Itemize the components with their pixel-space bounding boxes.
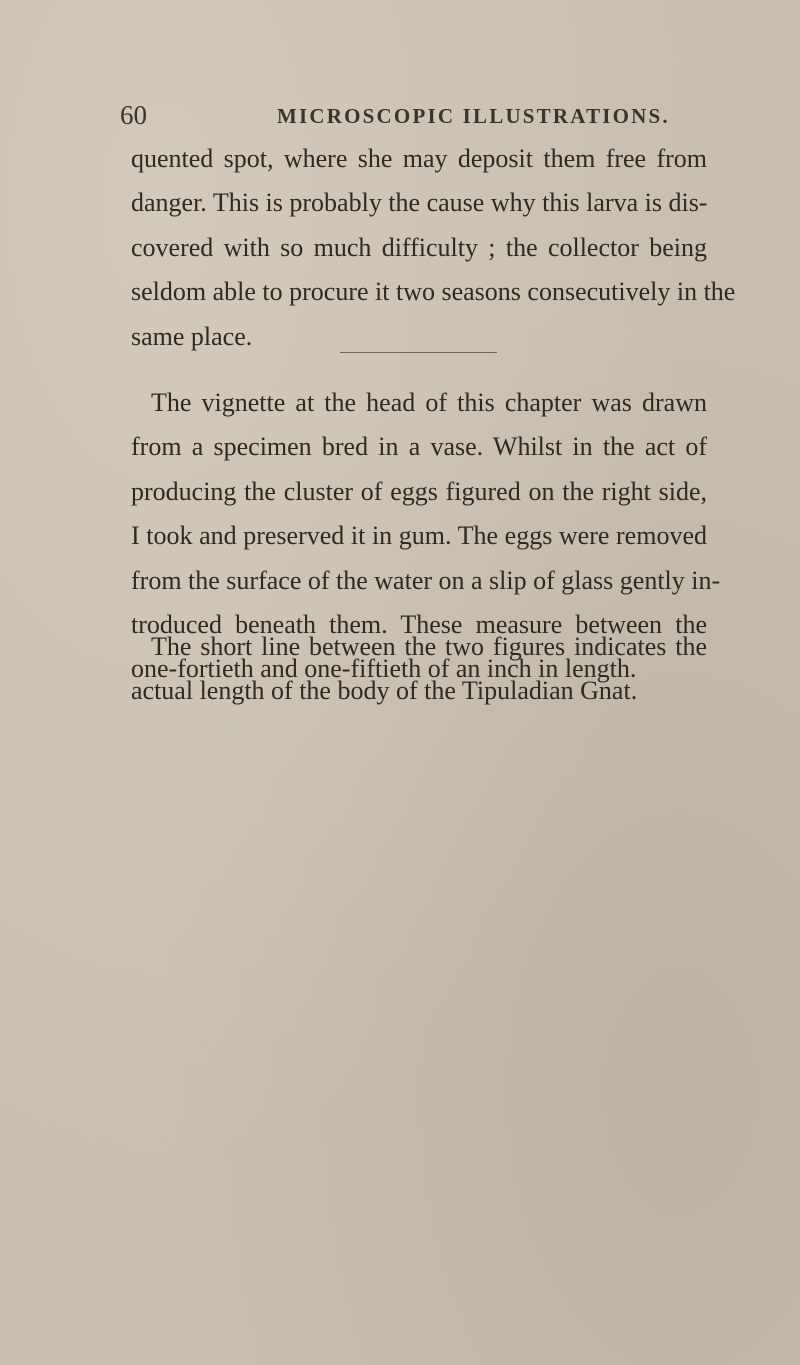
text-line: I took and preserved it in gum. The eggs were removed — [131, 521, 707, 551]
text-line: from the surface of the water on a slip of glass gently in- — [131, 565, 721, 595]
text-line: one-fortieth and one-fiftieth of an inch in length. — [131, 654, 637, 684]
section-divider — [340, 352, 497, 353]
text-line: actual length of the body of the Tipuladian Gnat. — [131, 676, 638, 706]
text-line: danger. This is probably the cause why this larva is dis- — [131, 188, 708, 218]
page-number: 60 — [120, 100, 147, 130]
page-header — [120, 94, 720, 134]
text-line: The short line between the two figures indicates the — [151, 632, 707, 661]
text-line: covered with so much difficulty ; the collector being — [131, 232, 707, 262]
paragraph-3 — [131, 625, 707, 714]
text-line: quented spot, where she may deposit them free from — [131, 144, 707, 173]
text-line: seldom able to procure it two seasons consecutively in the — [131, 277, 736, 307]
text-line: from a specimen bred in a vase. Whilst in the act of — [131, 432, 707, 462]
text-line: producing the cluster of eggs figured on the right side, — [131, 476, 707, 506]
text-line: same place. — [131, 321, 253, 351]
text-line: The vignette at the head of this chapter was drawn — [151, 388, 707, 417]
paragraph-1 — [131, 137, 736, 359]
running-title: MICROSCOPIC ILLUSTRATIONS. — [277, 104, 670, 128]
text-line: troduced beneath them. These measure between the — [131, 610, 707, 640]
